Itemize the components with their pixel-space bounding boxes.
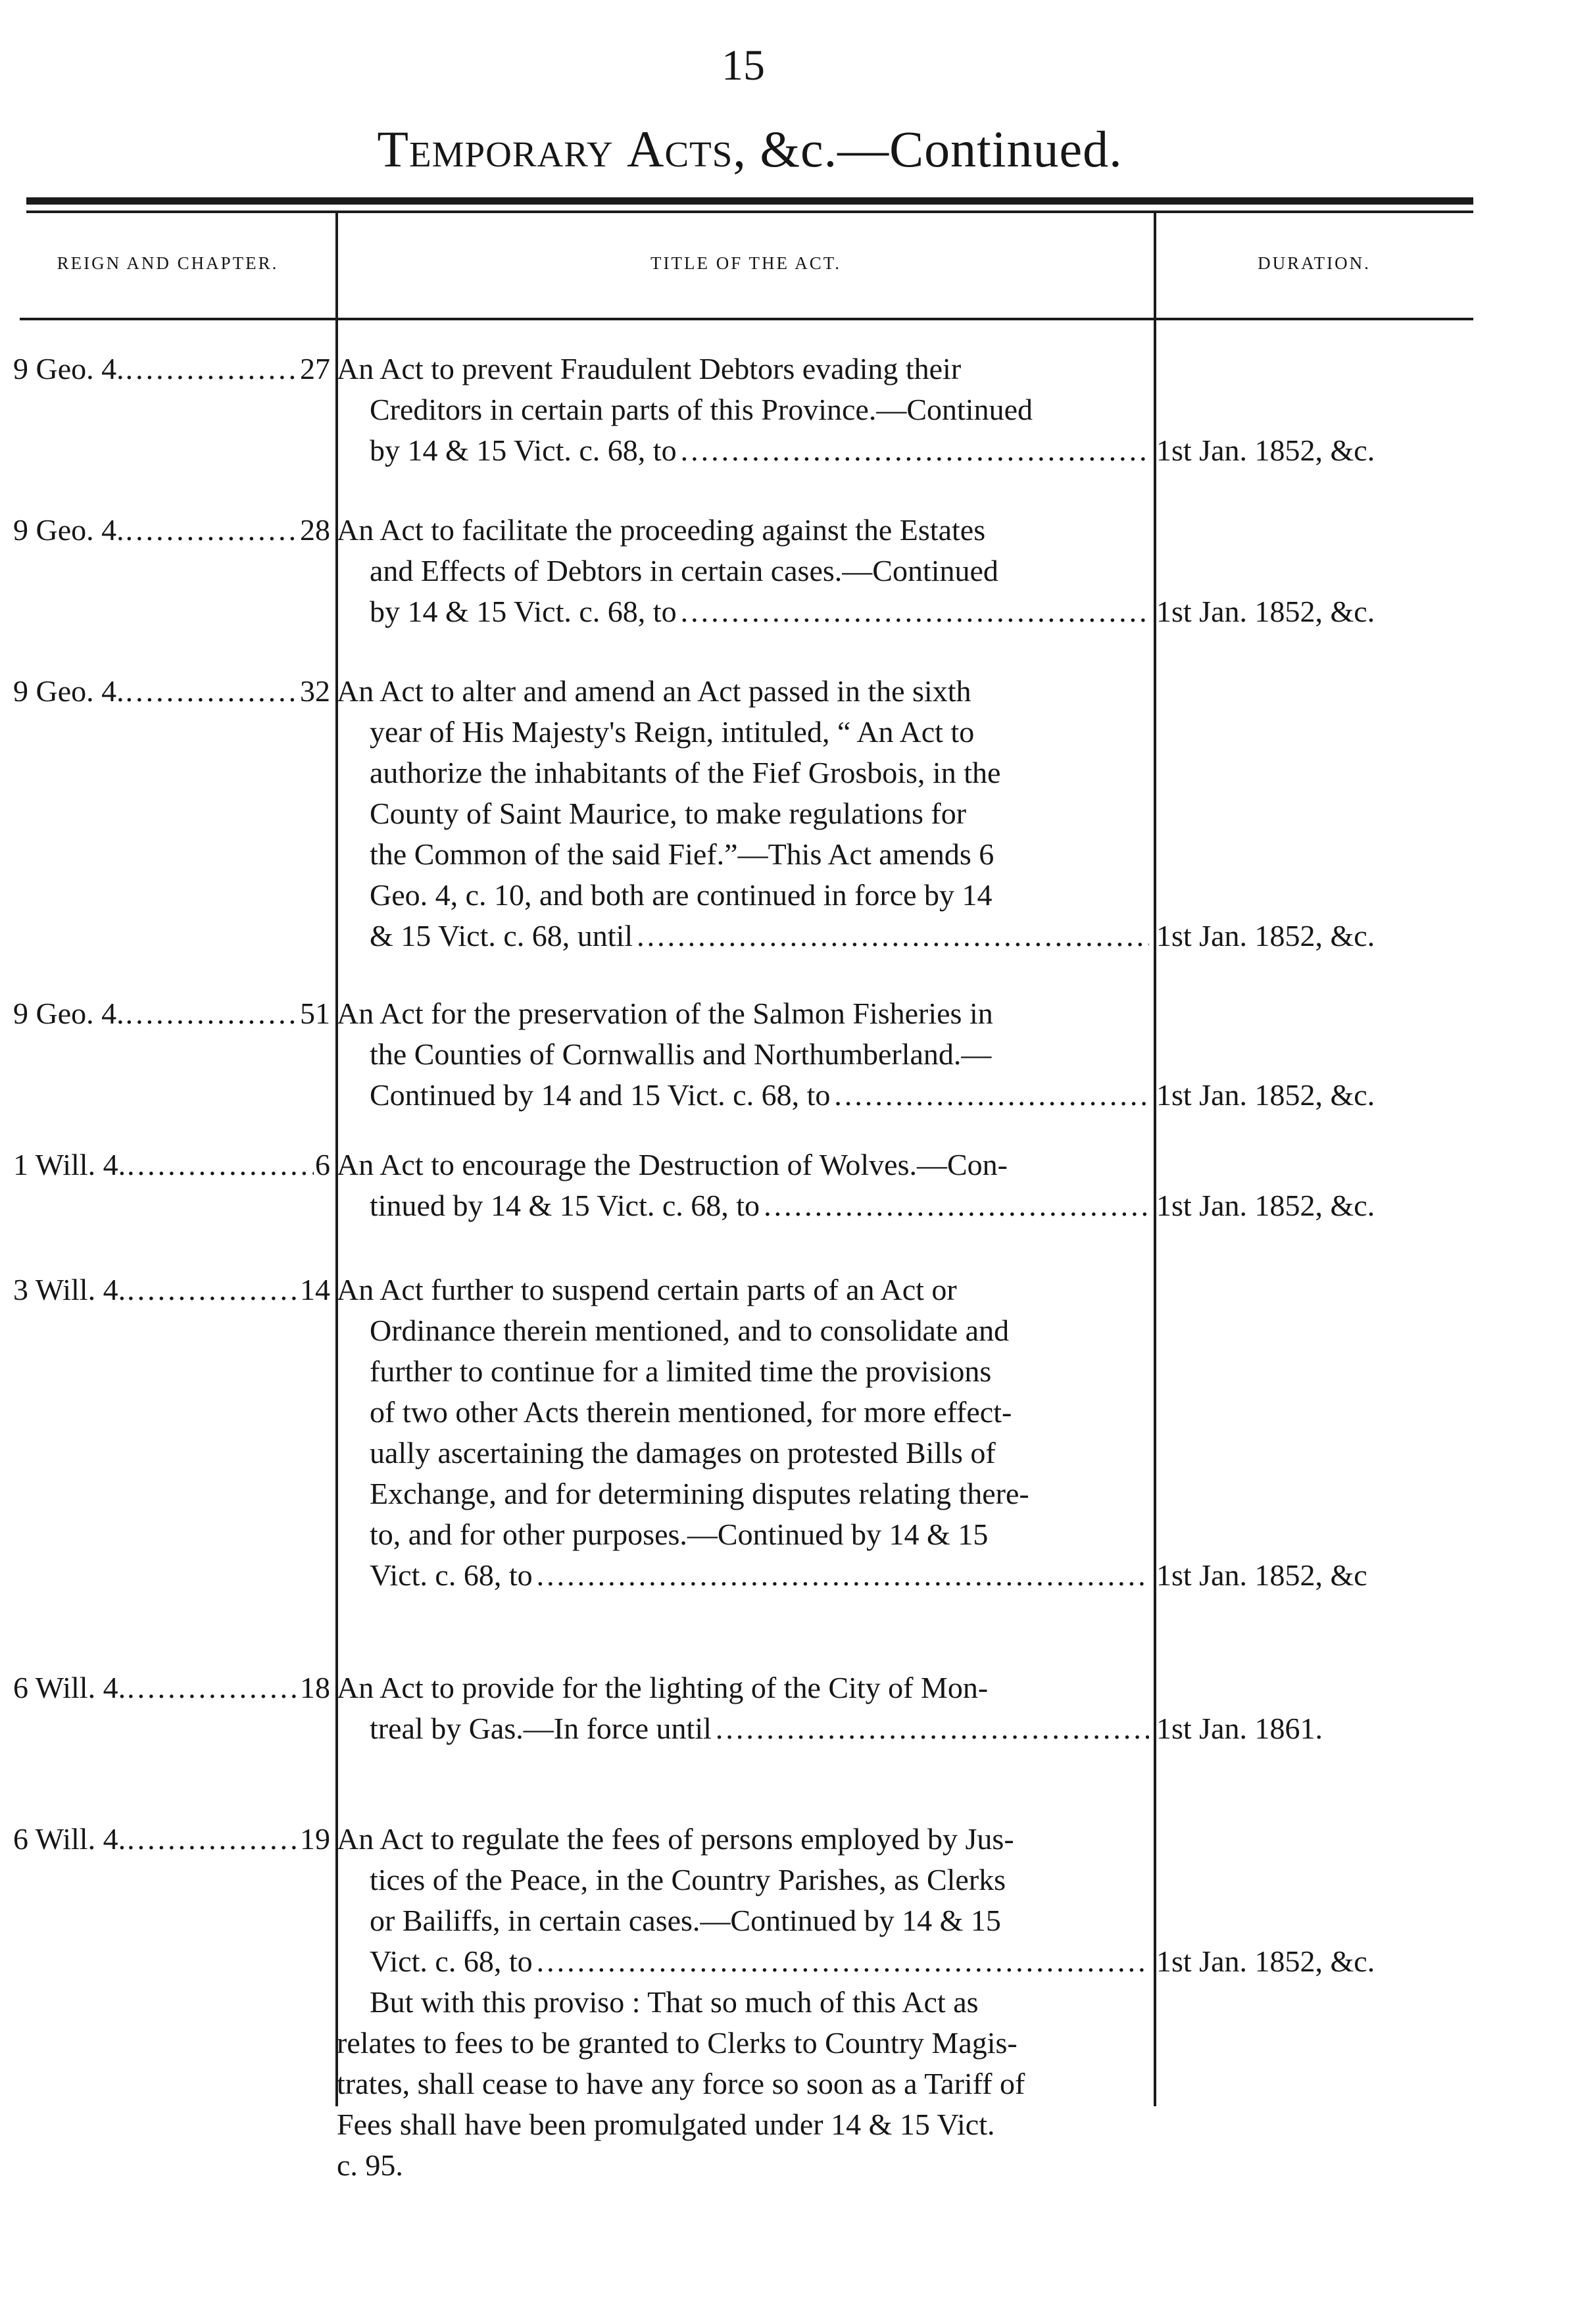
act-title-line	[337, 671, 1149, 712]
act-title-line	[337, 1941, 1149, 1982]
proviso-text: trates, shall cease to have any force so soon as a Tariff of	[337, 2067, 1025, 2100]
page-title-smallcaps-1: Temporary	[377, 120, 614, 178]
act-title	[337, 510, 1149, 632]
reign-and-chapter	[13, 1270, 330, 1310]
reign-and-chapter	[13, 993, 330, 1034]
act-title-text: and Effects of Debtors in certain cases.—Continued	[370, 554, 998, 587]
act-title-line	[337, 793, 1149, 834]
duration: 1st Jan. 1852, &c.	[1156, 595, 1375, 628]
act-title-line	[337, 1075, 1149, 1116]
proviso-text: c. 95.	[337, 2148, 403, 2182]
act-title-text: tices of the Peace, in the Country Parishes, as Clerks	[370, 1863, 1006, 1896]
act-title	[337, 671, 1149, 956]
chapter-number: 32	[300, 674, 330, 708]
act-title-line	[337, 1392, 1149, 1433]
act-title-text: Vict. c. 68, to	[370, 1944, 533, 1978]
act-title-text: An Act for the preservation of the Salmon Fisheries in	[337, 997, 993, 1030]
act-title-line	[337, 1555, 1149, 1596]
act-title-text: An Act to encourage the Destruction of Wolves.—Con-	[337, 1148, 1008, 1181]
act-title-text: by 14 & 15 Vict. c. 68, to	[370, 433, 677, 467]
page-title-rest: &c.—Continued.	[760, 120, 1123, 178]
proviso-line	[337, 1982, 1149, 2023]
page-title-smallcaps-2: Acts,	[627, 120, 747, 178]
act-title-line	[337, 1145, 1149, 1185]
act-title-line	[337, 1034, 1149, 1075]
act-title-line	[337, 1270, 1149, 1310]
act-title-text: or Bailiffs, in certain cases.—Continued by 14 & 15	[370, 1904, 1001, 1937]
column-header-reign: REIGN AND CHAPTER.	[57, 253, 279, 273]
act-title-text: treal by Gas.—In force until	[370, 1712, 712, 1745]
duration: 1st Jan. 1852, &c.	[1156, 433, 1375, 467]
act-title-line	[337, 389, 1149, 430]
column-header-title: TITLE OF THE ACT.	[650, 253, 841, 273]
chapter-number: 28	[300, 513, 330, 547]
reign-text: 1 Will. 4.	[13, 1148, 126, 1181]
dot-leader	[127, 1819, 299, 1860]
proviso-text: relates to fees to be granted to Clerks to Country Magis-	[337, 2026, 1018, 2060]
act-title-text: Ordinance therein mentioned, and to consolidate and	[370, 1314, 1010, 1347]
act-title-line	[337, 349, 1149, 389]
proviso-line	[337, 2145, 1149, 2186]
chapter-number: 27	[300, 352, 330, 385]
dot-leader	[127, 1668, 299, 1708]
act-title-text: of two other Acts therein mentioned, for more effect-	[370, 1395, 1012, 1429]
reign-and-chapter	[13, 1668, 330, 1708]
duration: 1st Jan. 1852, &c.	[1156, 1078, 1375, 1112]
header-bottom-rule	[20, 318, 1473, 320]
act-title-text: Continued by 14 and 15 Vict. c. 68, to	[370, 1078, 831, 1112]
reign-and-chapter	[13, 671, 330, 712]
act-title-line	[337, 712, 1149, 753]
proviso-text: But with this proviso : That so much of this Act as	[370, 1985, 979, 2019]
act-title-line	[337, 1860, 1149, 1900]
act-title-line	[337, 551, 1149, 591]
proviso-line	[337, 2023, 1149, 2064]
act-title-line	[337, 1514, 1149, 1555]
act-title-text: An Act to regulate the fees of persons employed by Jus-	[337, 1822, 1014, 1856]
act-title	[337, 1270, 1149, 1596]
column-header-duration: DURATION.	[1258, 253, 1371, 273]
dot-leader	[537, 1555, 1149, 1596]
act-title	[337, 993, 1149, 1116]
reign-text: 9 Geo. 4.	[13, 997, 124, 1030]
dot-leader	[637, 916, 1149, 956]
act-title-line	[337, 1668, 1149, 1708]
chapter-number: 6	[315, 1148, 330, 1181]
chapter-number: 14	[300, 1273, 330, 1306]
proviso-text: Fees shall have been promulgated under 14 & 15 Vict.	[337, 2108, 995, 2141]
reign-and-chapter	[13, 349, 330, 389]
act-title-text: year of His Majesty's Reign, intituled, “ An Act to	[370, 715, 975, 749]
act-title-text: the Common of the said Fief.”—This Act amends 6	[370, 837, 994, 871]
duration: 1st Jan. 1852, &c.	[1156, 1944, 1375, 1978]
act-title	[337, 349, 1149, 471]
act-title-line	[337, 1819, 1149, 1860]
act-title-text: An Act further to suspend certain parts of an Act or	[337, 1273, 957, 1306]
act-title-line	[337, 1310, 1149, 1351]
dot-leader	[681, 430, 1149, 471]
act-title	[337, 1145, 1149, 1226]
dot-leader	[126, 510, 299, 551]
dot-leader	[126, 671, 299, 712]
act-title-text: authorize the inhabitants of the Fief Grosbois, in the	[370, 756, 1001, 789]
proviso-line	[337, 2104, 1149, 2145]
chapter-number: 51	[300, 997, 330, 1030]
reign-text: 6 Will. 4.	[13, 1671, 126, 1704]
act-title-text: & 15 Vict. c. 68, until	[370, 919, 633, 952]
act-title-text: by 14 & 15 Vict. c. 68, to	[370, 595, 677, 628]
act-title-text: Exchange, and for determining disputes relating there-	[370, 1477, 1029, 1510]
dot-leader	[127, 1145, 314, 1185]
chapter-number: 19	[300, 1822, 330, 1856]
header-double-rule-thick	[26, 197, 1473, 205]
act-title-line	[337, 834, 1149, 875]
act-title-text: the Counties of Cornwallis and Northumberland.—	[370, 1037, 992, 1071]
act-title-text: County of Saint Maurice, to make regulations for	[370, 797, 967, 830]
reign-text: 9 Geo. 4.	[13, 674, 124, 708]
proviso-line	[337, 2064, 1149, 2104]
act-title-text: to, and for other purposes.—Continued by 14 & 15	[370, 1518, 989, 1551]
dot-leader	[537, 1941, 1149, 1982]
page-number: 15	[722, 41, 765, 89]
reign-text: 3 Will. 4.	[13, 1273, 126, 1306]
act-title-text: ually ascertaining the damages on protested Bills of	[370, 1436, 996, 1470]
act-title-line	[337, 1185, 1149, 1226]
dot-leader	[126, 349, 299, 389]
act-title-line	[337, 510, 1149, 551]
reign-text: 9 Geo. 4.	[13, 352, 124, 385]
act-title	[337, 1668, 1149, 1749]
duration: 1st Jan. 1852, &c	[1156, 1558, 1367, 1592]
act-title-text: An Act to alter and amend an Act passed in the sixth	[337, 674, 971, 708]
act-title	[337, 1819, 1149, 2186]
act-title-text: An Act to prevent Fraudulent Debtors evading their	[337, 352, 962, 385]
act-title-line	[337, 1351, 1149, 1392]
dot-leader	[764, 1185, 1149, 1226]
act-title-text: further to continue for a limited time the provisions	[370, 1354, 992, 1388]
reign-and-chapter	[13, 510, 330, 551]
act-title-line	[337, 993, 1149, 1034]
act-title-line	[337, 1433, 1149, 1473]
duration: 1st Jan. 1852, &c.	[1156, 1189, 1375, 1222]
dot-leader	[681, 591, 1149, 632]
act-title-text: Vict. c. 68, to	[370, 1558, 533, 1592]
column-divider-2	[1154, 212, 1156, 2106]
dot-leader	[834, 1075, 1149, 1116]
reign-text: 6 Will. 4.	[13, 1822, 126, 1856]
act-title-line	[337, 1900, 1149, 1941]
chapter-number: 18	[300, 1671, 330, 1704]
act-title-line	[337, 430, 1149, 471]
reign-and-chapter	[13, 1819, 330, 1860]
act-title-line	[337, 753, 1149, 793]
act-title-line	[337, 1473, 1149, 1514]
duration: 1st Jan. 1852, &c.	[1156, 919, 1375, 952]
header-double-rule-thin	[26, 210, 1473, 213]
page-title	[0, 120, 1500, 179]
act-title-text: tinued by 14 & 15 Vict. c. 68, to	[370, 1189, 760, 1222]
dot-leader	[126, 993, 299, 1034]
reign-text: 9 Geo. 4.	[13, 513, 124, 547]
act-title-line	[337, 916, 1149, 956]
act-title-line	[337, 1708, 1149, 1749]
act-title-text: An Act to provide for the lighting of the City of Mon-	[337, 1671, 989, 1704]
duration: 1st Jan. 1861.	[1156, 1712, 1323, 1745]
dot-leader	[716, 1708, 1149, 1749]
act-title-line	[337, 875, 1149, 916]
act-title-text: Creditors in certain parts of this Province.—Continued	[370, 393, 1033, 426]
reign-and-chapter	[13, 1145, 330, 1185]
act-title-text: Geo. 4, c. 10, and both are continued in force by 14	[370, 878, 993, 912]
dot-leader	[127, 1270, 299, 1310]
act-title-line	[337, 591, 1149, 632]
act-title-text: An Act to facilitate the proceeding against the Estates	[337, 513, 986, 547]
